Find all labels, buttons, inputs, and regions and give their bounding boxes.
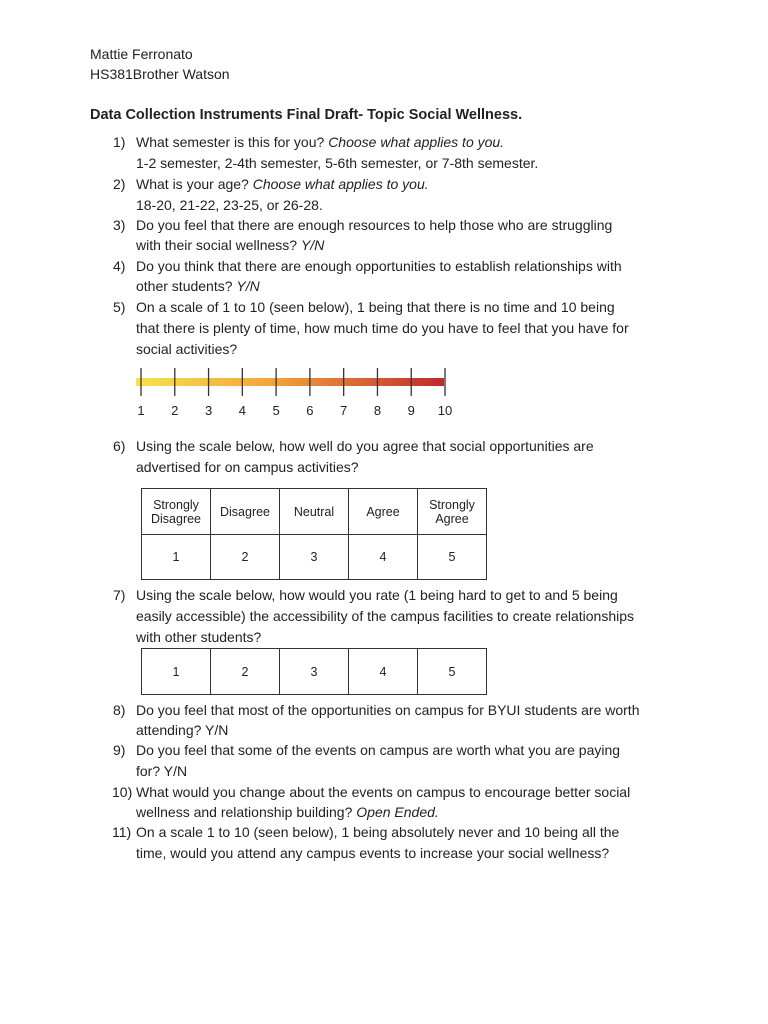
scale-bar xyxy=(136,378,444,386)
question-number: 1) xyxy=(113,134,126,150)
scale-1-to-10 xyxy=(132,364,454,420)
question-number: 10) xyxy=(112,784,133,800)
question-text: other students? Y/N xyxy=(136,278,260,294)
scale-label: 8 xyxy=(373,403,382,418)
question-number: 9) xyxy=(113,742,126,758)
scale-label: 4 xyxy=(238,403,246,418)
table-cell: 1 xyxy=(142,535,211,580)
scale-label: 6 xyxy=(306,403,314,418)
question-number: 5) xyxy=(113,299,126,315)
table-cell: 4 xyxy=(349,649,418,695)
header-neutral: Neutral xyxy=(280,489,349,535)
rating-scale-table xyxy=(141,648,487,695)
header-agree: Agree xyxy=(349,489,418,535)
question-number: 3) xyxy=(113,217,126,233)
question-text: advertised for on campus activities? xyxy=(136,459,359,475)
question-text: for? Y/N xyxy=(136,763,188,779)
table-cell: 2 xyxy=(211,649,280,695)
question-options: 18-20, 21-22, 23-25, or 26-28. xyxy=(136,197,323,213)
header-strongly-agree: Strongly Agree xyxy=(418,489,487,535)
header-disagree: Disagree xyxy=(211,489,280,535)
scale-label: 1 xyxy=(137,403,145,418)
table-cell: 5 xyxy=(418,535,487,580)
document-title: Data Collection Instruments Final Draft- Topic Social Wellness. xyxy=(90,107,523,123)
author-name: Mattie Ferronato xyxy=(90,46,193,62)
scale-label: 2 xyxy=(171,403,179,418)
question-text: On a scale 1 to 10 (seen below), 1 being absolutely never and 10 being all the xyxy=(136,824,620,840)
question-text: Using the scale below, how well do you agree that social opportunities are xyxy=(136,438,594,454)
question-text: time, would you attend any campus events to increase your social wellness? xyxy=(136,845,610,861)
question-text: that there is plenty of time, how much time do you have to feel that you have for xyxy=(136,320,629,336)
question-text: Do you feel that most of the opportunities on campus for BYUI students are worth xyxy=(136,702,640,718)
question-number: 2) xyxy=(113,176,126,192)
table-cell: 5 xyxy=(418,649,487,695)
table-cell: 4 xyxy=(349,535,418,580)
question-text: easily accessible) the accessibility of the campus facilities to create relationships xyxy=(136,608,635,624)
question-options: 1-2 semester, 2-4th semester, 5-6th semester, or 7-8th semester. xyxy=(136,155,539,171)
table-cell: 3 xyxy=(280,649,349,695)
question-text: Do you feel that some of the events on campus are worth what you are paying xyxy=(136,742,621,758)
question-text: with their social wellness? Y/N xyxy=(136,237,325,253)
question-text: attending? Y/N xyxy=(136,722,229,738)
question-text: with other students? xyxy=(136,629,262,645)
question-number: 6) xyxy=(113,438,126,454)
question-text: social activities? xyxy=(136,341,238,357)
question-text: Do you feel that there are enough resources to help those who are struggling xyxy=(136,217,613,233)
question-number: 7) xyxy=(113,587,126,603)
table-cell: 2 xyxy=(211,535,280,580)
scale-label: 5 xyxy=(272,403,280,418)
scale-label: 9 xyxy=(407,403,415,418)
question-number: 8) xyxy=(113,702,126,718)
question-number: 4) xyxy=(113,258,126,274)
question-text: What would you change about the events on campus to encourage better social xyxy=(136,784,631,800)
question-text: On a scale of 1 to 10 (seen below), 1 being that there is no time and 10 being xyxy=(136,299,615,315)
question-text: Do you think that there are enough opportunities to establish relationships with xyxy=(136,258,622,274)
table-cell: 3 xyxy=(280,535,349,580)
question-text: What semester is this for you? Choose what applies to you. xyxy=(136,134,505,150)
question-number: 11) xyxy=(112,824,132,840)
scale-label: 3 xyxy=(204,403,213,418)
course-name: HS381Brother Watson xyxy=(90,66,230,82)
scale-label: 7 xyxy=(340,403,348,418)
header-strongly-disagree: Strongly Disagree xyxy=(142,489,211,535)
question-text: What is your age? Choose what applies to you. xyxy=(136,176,429,192)
scale-label: 10 xyxy=(437,403,453,418)
question-text: Using the scale below, how would you rate (1 being hard to get to and 5 being xyxy=(136,587,618,603)
question-text: wellness and relationship building? Open Ended. xyxy=(136,804,439,820)
agreement-scale-table xyxy=(141,488,487,580)
table-cell: 1 xyxy=(142,649,211,695)
